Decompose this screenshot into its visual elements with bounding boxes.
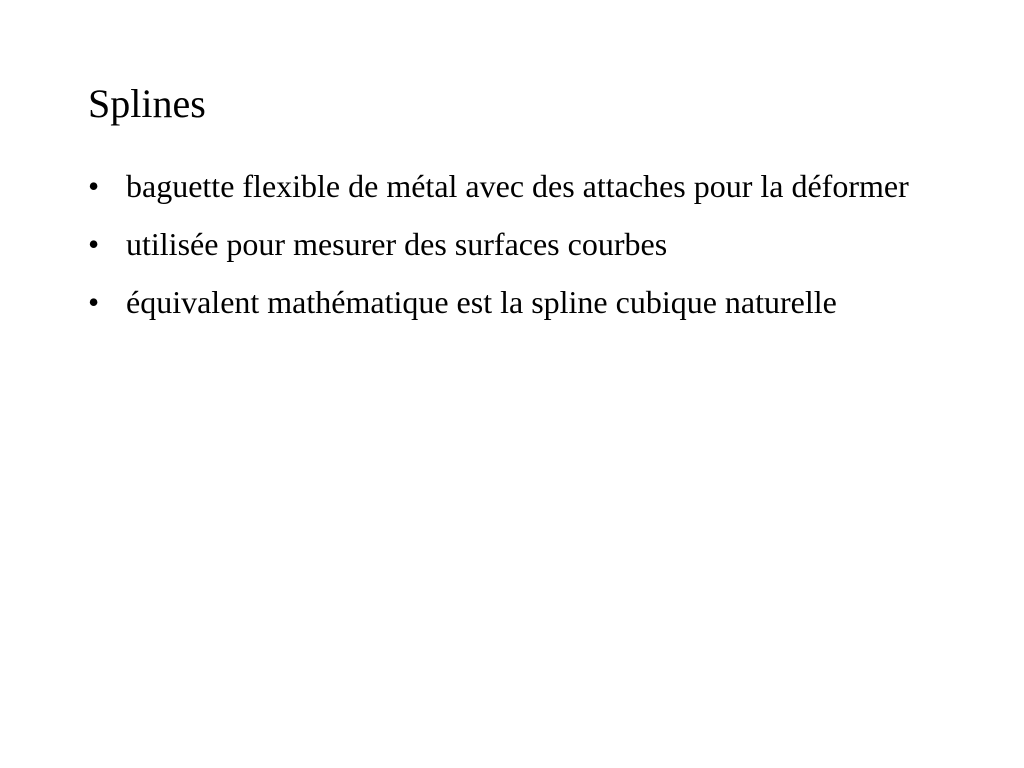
- list-item: [88, 280, 918, 324]
- list-item: [88, 222, 918, 266]
- bullet-text: équivalent mathématique est la spline cubique naturelle: [126, 284, 837, 320]
- bullet-icon: •: [88, 168, 100, 204]
- bullet-list: [88, 164, 918, 338]
- bullet-text: baguette flexible de métal avec des attaches pour la déformer: [126, 168, 909, 204]
- bullet-icon: •: [88, 284, 100, 320]
- list-item: [88, 164, 918, 208]
- bullet-text: utilisée pour mesurer des surfaces courbes: [126, 226, 668, 262]
- bullet-icon: •: [88, 226, 100, 262]
- slide-title: Splines: [88, 81, 206, 126]
